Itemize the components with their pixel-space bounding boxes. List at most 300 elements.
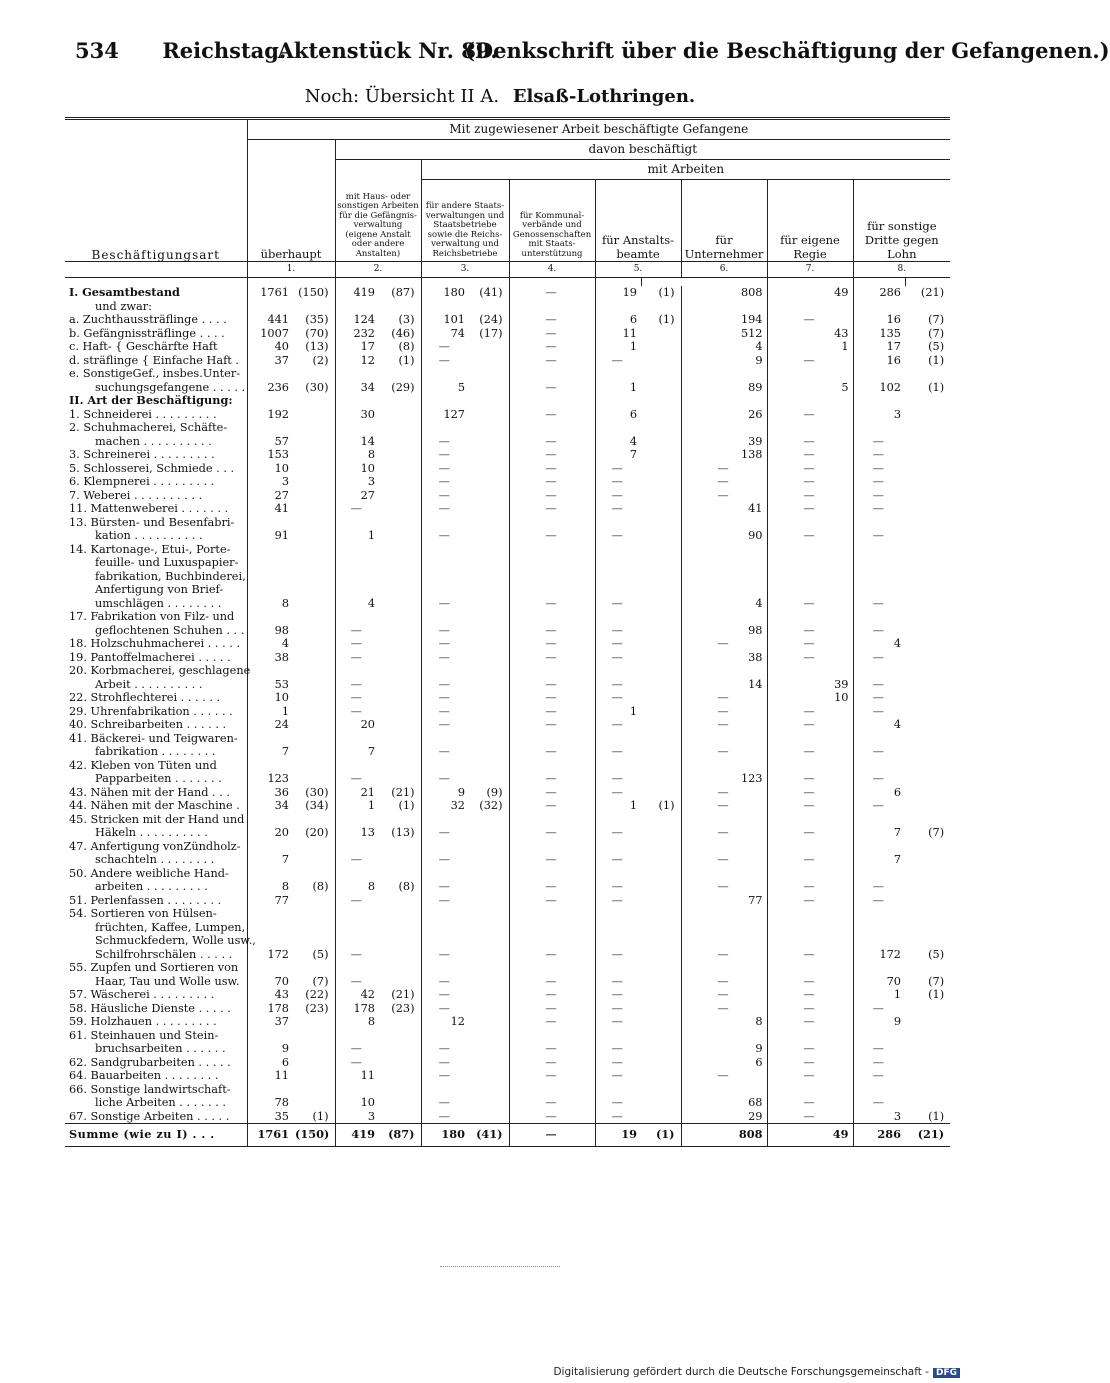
table-row: [65, 867, 950, 881]
cell-value: [335, 907, 379, 921]
page-subtitle: [0, 86, 1000, 107]
cell-parenthetical: [379, 691, 421, 705]
column-number-row: [65, 262, 950, 278]
cell-value: —: [595, 462, 641, 476]
cell-parenthetical: [469, 624, 509, 638]
cell-value: 20: [335, 718, 379, 732]
cell-parenthetical: [469, 421, 509, 435]
cell-value: 90: [681, 529, 767, 543]
cell-value: [421, 759, 469, 773]
cell-parenthetical: [641, 759, 681, 773]
cell-value: —: [509, 1002, 595, 1016]
cell-value: —: [335, 637, 379, 651]
cell-value: —: [509, 340, 595, 354]
cell-parenthetical: [905, 840, 950, 854]
cell-value: [681, 610, 767, 624]
cell-parenthetical: [379, 394, 421, 408]
row-label: 66. Sonstige landwirtschaft-: [69, 1082, 231, 1096]
cell-value: —: [681, 489, 767, 503]
cell-value: [247, 543, 293, 557]
cell-parenthetical: [469, 354, 509, 368]
cell-parenthetical: [293, 651, 335, 665]
cell-value: [767, 543, 853, 557]
cell-value: [509, 907, 595, 921]
cell-value: —: [335, 502, 379, 516]
cell-value: —: [421, 651, 469, 665]
cell-value: 6: [595, 313, 641, 327]
cell-value: [595, 961, 641, 975]
cell-value: 192: [247, 408, 293, 422]
cell-parenthetical: [379, 718, 421, 732]
cell-value: [509, 813, 595, 827]
cell-parenthetical: [469, 894, 509, 908]
cell-parenthetical: (20): [305, 826, 329, 839]
cell-value: [335, 556, 379, 570]
cell-value: [595, 867, 641, 881]
cell-value: 8: [335, 448, 379, 462]
cell-value: [335, 840, 379, 854]
cell-parenthetical: [379, 367, 421, 381]
table-row: [65, 934, 950, 948]
table-row: [65, 367, 950, 381]
cell-value: [767, 570, 853, 584]
cell-value: —: [421, 853, 469, 867]
page-number: 534: [75, 38, 119, 63]
table-row: [65, 813, 950, 827]
cell-parenthetical: [469, 705, 509, 719]
row-label: 44. Nähen mit der Maschine .: [69, 799, 240, 812]
cell-value: [853, 556, 905, 570]
cell-parenthetical: [379, 867, 421, 881]
cell-value: [421, 732, 469, 746]
cell-parenthetical: [905, 1042, 950, 1056]
cell-parenthetical: [641, 327, 681, 341]
cell-value: —: [853, 1069, 905, 1083]
cell-parenthetical: [293, 867, 335, 881]
cell-parenthetical: [379, 975, 421, 989]
cell-value: —: [853, 489, 905, 503]
cell-parenthetical: [905, 516, 950, 530]
cell-value: —: [421, 988, 469, 1002]
cell-parenthetical: (1): [312, 1109, 329, 1123]
cell-parenthetical: [641, 921, 681, 935]
cell-value: 138: [681, 448, 767, 462]
cell-parenthetical: [469, 880, 509, 894]
cell-parenthetical: [379, 1110, 421, 1124]
col-label-header: Beschäftigungsart: [65, 119, 247, 262]
cell-value: 34: [335, 381, 379, 395]
cell-value: [767, 1029, 853, 1043]
cell-value: [421, 961, 469, 975]
cell-value: [335, 543, 379, 557]
cell-value: [509, 516, 595, 530]
cell-value: [247, 867, 293, 881]
cell-value: —: [767, 745, 853, 759]
cell-parenthetical: [905, 1056, 950, 1070]
cell-parenthetical: (5): [312, 947, 329, 961]
cell-value: —: [681, 475, 767, 489]
row-label: 17. Fabrikation von Filz- und: [69, 610, 235, 623]
cell-value: 178: [247, 1002, 293, 1016]
cell-value: —: [421, 880, 469, 894]
cell-value: —: [767, 1002, 853, 1016]
cell-parenthetical: (150): [293, 1124, 335, 1147]
cell-parenthetical: [469, 529, 509, 543]
cell-parenthetical: [905, 1015, 950, 1029]
table-row: [65, 435, 950, 449]
header-title: (Denkschrift über die Beschäftigung der Gefangenen.): [464, 38, 1110, 63]
cell-parenthetical: [641, 1083, 681, 1097]
header-c6: für Unternehmer: [681, 180, 767, 262]
cell-parenthetical: [905, 475, 950, 489]
cell-value: [247, 300, 293, 314]
cell-value: [335, 732, 379, 746]
header-c3: für andere Staats- verwaltungen und Staatsbetriebe sowie die Reichs- verwaltung und Reichsbetriebe: [421, 180, 509, 262]
cell-value: —: [767, 597, 853, 611]
cell-value: 124: [335, 313, 379, 327]
cell-parenthetical: [293, 732, 335, 746]
cell-value: —: [421, 489, 469, 503]
cell-value: [595, 664, 641, 678]
row-label: b. Gefängnissträflinge . . . .: [69, 326, 225, 340]
row-label: 6. Klempnerei . . . . . . . . .: [69, 475, 215, 488]
cell-value: —: [509, 894, 595, 908]
table-row: [65, 894, 950, 908]
cell-value: —: [421, 529, 469, 543]
cell-parenthetical: [905, 867, 950, 881]
cell-value: [595, 610, 641, 624]
cell-value: —: [335, 772, 379, 786]
cell-value: —: [509, 651, 595, 665]
cell-value: 19: [595, 286, 641, 300]
row-label: arbeiten . . . . . . . . .: [95, 880, 208, 893]
cell-value: [509, 367, 595, 381]
cell-value: —: [767, 448, 853, 462]
cell-parenthetical: (17): [479, 326, 503, 340]
cell-parenthetical: [641, 421, 681, 435]
cell-value: [681, 516, 767, 530]
cell-parenthetical: [469, 516, 509, 530]
cell-value: [421, 570, 469, 584]
cell-value: —: [509, 529, 595, 543]
cell-value: [509, 421, 595, 435]
cell-value: 3: [853, 408, 905, 422]
cell-value: [247, 840, 293, 854]
cell-value: 38: [247, 651, 293, 665]
cell-value: [595, 1083, 641, 1097]
cell-value: 4: [681, 597, 767, 611]
cell-parenthetical: [641, 1002, 681, 1016]
cell-value: —: [509, 691, 595, 705]
cell-parenthetical: [379, 583, 421, 597]
cell-parenthetical: (22): [305, 988, 329, 1001]
cell-value: 68: [681, 1096, 767, 1110]
cell-parenthetical: [293, 1096, 335, 1110]
cell-value: 194: [681, 313, 767, 327]
table-row: [65, 1056, 950, 1070]
cell-parenthetical: (3): [398, 313, 415, 326]
cell-value: [767, 516, 853, 530]
cell-parenthetical: [905, 745, 950, 759]
cell-value: [681, 300, 767, 314]
cell-value: [681, 921, 767, 935]
cell-value: 10: [247, 691, 293, 705]
cell-value: [681, 907, 767, 921]
table-row: [65, 637, 950, 651]
cell-value: [767, 759, 853, 773]
spacer-row: [65, 278, 950, 287]
cell-value: —: [853, 1042, 905, 1056]
cell-value: —: [853, 799, 905, 813]
cell-parenthetical: [293, 529, 335, 543]
cell-parenthetical: (23): [391, 1001, 415, 1015]
row-label: 1. Schneiderei . . . . . . . . .: [69, 407, 217, 421]
cell-value: 14: [335, 435, 379, 449]
cell-value: 29: [681, 1110, 767, 1124]
cell-value: [681, 1029, 767, 1043]
cell-value: —: [595, 1015, 641, 1029]
cell-value: —: [853, 624, 905, 638]
cell-value: —: [595, 894, 641, 908]
cell-parenthetical: [379, 1015, 421, 1029]
row-label: e. SonstigeGef., insbes.Unter-: [69, 367, 241, 380]
table-row: [65, 691, 950, 705]
row-label: 54. Sortieren von Hülsen-: [69, 907, 217, 920]
cell-value: [335, 421, 379, 435]
cell-parenthetical: [379, 448, 421, 462]
cell-value: —: [853, 745, 905, 759]
cell-value: —: [853, 691, 905, 705]
cell-value: —: [767, 718, 853, 732]
cell-value: —: [767, 1069, 853, 1083]
sum-row: [65, 1124, 950, 1147]
cell-value: —: [595, 1056, 641, 1070]
cell-value: —: [853, 462, 905, 476]
cell-value: —: [335, 624, 379, 638]
table-row: [65, 1083, 950, 1097]
cell-value: —: [853, 894, 905, 908]
cell-value: [681, 732, 767, 746]
cell-value: —: [421, 502, 469, 516]
cell-parenthetical: [293, 772, 335, 786]
cell-value: [853, 570, 905, 584]
row-label: früchten, Kaffee, Lumpen,: [95, 920, 246, 934]
cell-parenthetical: [905, 637, 950, 651]
cell-value: [335, 1083, 379, 1097]
table-row: [65, 759, 950, 773]
cell-value: [595, 934, 641, 948]
cell-value: [421, 394, 469, 408]
cell-value: 43: [247, 988, 293, 1002]
cell-parenthetical: [293, 664, 335, 678]
cell-value: —: [509, 786, 595, 800]
row-label: 20. Korbmacherei, geschlagene: [69, 664, 251, 677]
cell-parenthetical: [293, 840, 335, 854]
cell-parenthetical: [379, 435, 421, 449]
cell-parenthetical: [379, 853, 421, 867]
row-label: 45. Stricken mit der Hand und: [69, 812, 245, 826]
cell-value: 37: [247, 1015, 293, 1029]
cell-value: 98: [247, 624, 293, 638]
cell-value: [681, 367, 767, 381]
cell-parenthetical: [293, 462, 335, 476]
cell-value: 70: [247, 975, 293, 989]
cell-value: 3: [247, 475, 293, 489]
cell-parenthetical: [469, 1056, 509, 1070]
table-row: [65, 570, 950, 584]
cell-parenthetical: [641, 786, 681, 800]
cell-value: —: [595, 502, 641, 516]
cell-value: 153: [247, 448, 293, 462]
cell-value: 8: [247, 597, 293, 611]
cell-value: [421, 1029, 469, 1043]
cell-value: [421, 1083, 469, 1097]
cell-parenthetical: [641, 678, 681, 692]
cell-value: 9: [681, 1042, 767, 1056]
cell-parenthetical: [379, 300, 421, 314]
cell-value: [853, 664, 905, 678]
cell-parenthetical: [293, 489, 335, 503]
cell-parenthetical: (1): [658, 286, 675, 299]
cell-parenthetical: (21): [391, 988, 415, 1001]
cell-value: [335, 664, 379, 678]
cell-parenthetical: [641, 988, 681, 1002]
row-label: 64. Bauarbeiten . . . . . . . .: [69, 1069, 219, 1082]
table-row: [65, 543, 950, 557]
cell-value: [421, 583, 469, 597]
row-label: feuille- und Luxuspapier-: [95, 556, 239, 569]
cell-parenthetical: (41): [479, 286, 503, 299]
cell-value: [595, 394, 641, 408]
cell-value: 1: [767, 340, 853, 354]
cell-value: —: [681, 745, 767, 759]
cell-value: —: [853, 1096, 905, 1110]
cell-value: —: [681, 880, 767, 894]
cell-value: —: [767, 529, 853, 543]
cell-parenthetical: [469, 502, 509, 516]
cell-parenthetical: [641, 1096, 681, 1110]
cell-parenthetical: (5): [928, 340, 945, 353]
column-number: 5.: [595, 262, 681, 278]
cell-parenthetical: [905, 421, 950, 435]
cell-value: [595, 300, 641, 314]
cell-value: [767, 732, 853, 746]
cell-value: [767, 907, 853, 921]
cell-value: 5: [767, 381, 853, 395]
row-label: 47. Anfertigung vonZündholz-: [69, 839, 241, 853]
cell-value: [247, 1029, 293, 1043]
cell-parenthetical: [379, 840, 421, 854]
cell-parenthetical: [379, 961, 421, 975]
row-label: 13. Bürsten- und Besenfabri-: [69, 515, 235, 529]
table-row: [65, 462, 950, 476]
cell-parenthetical: [641, 502, 681, 516]
cell-value: [247, 570, 293, 584]
cell-value: [335, 813, 379, 827]
cell-parenthetical: [293, 367, 335, 381]
cell-value: —: [509, 502, 595, 516]
header-c2: mit Haus- oder sonstigen Arbeiten für die Gefängnis- verwaltung (eigene Anstalt oder andere Anstalten): [335, 160, 421, 262]
cell-value: —: [421, 475, 469, 489]
cell-parenthetical: [641, 1110, 681, 1124]
cell-value: 12: [335, 354, 379, 368]
header-davon: davon beschäftigt: [335, 140, 950, 160]
cell-parenthetical: [905, 300, 950, 314]
column-number: 3.: [421, 262, 509, 278]
cell-value: 78: [247, 1096, 293, 1110]
cell-value: —: [767, 826, 853, 840]
cell-value: —: [681, 691, 767, 705]
table-row: [65, 502, 950, 516]
cell-value: —: [681, 853, 767, 867]
cell-parenthetical: [293, 1029, 335, 1043]
cell-value: —: [767, 624, 853, 638]
cell-parenthetical: [905, 880, 950, 894]
cell-value: 1: [335, 799, 379, 813]
cell-parenthetical: [379, 408, 421, 422]
cell-parenthetical: [293, 705, 335, 719]
cell-parenthetical: [905, 853, 950, 867]
cell-parenthetical: [905, 786, 950, 800]
row-label: Haar, Tau und Wolle usw.: [95, 974, 240, 988]
cell-value: 4: [595, 435, 641, 449]
cell-value: [595, 759, 641, 773]
cell-value: —: [595, 624, 641, 638]
cell-value: 7: [247, 853, 293, 867]
cell-parenthetical: [905, 624, 950, 638]
column-number: 4.: [509, 262, 595, 278]
cell-parenthetical: (1): [928, 988, 945, 1001]
cell-parenthetical: [469, 543, 509, 557]
cell-value: [247, 813, 293, 827]
cell-parenthetical: [469, 664, 509, 678]
cell-parenthetical: (13): [391, 826, 415, 839]
header-left: Reichstag.: [162, 38, 287, 63]
cell-value: [681, 867, 767, 881]
table-row: [65, 988, 950, 1002]
cell-parenthetical: [379, 759, 421, 773]
cell-parenthetical: [293, 853, 335, 867]
cell-value: —: [335, 894, 379, 908]
cell-value: —: [421, 691, 469, 705]
cell-value: —: [421, 948, 469, 962]
cell-value: —: [767, 853, 853, 867]
cell-value: —: [421, 1069, 469, 1083]
cell-value: 7: [595, 448, 641, 462]
cell-value: 6: [595, 408, 641, 422]
table-row: [65, 1110, 950, 1124]
cell-parenthetical: [641, 948, 681, 962]
cell-parenthetical: [293, 624, 335, 638]
row-label: 57. Wäscherei . . . . . . . . .: [69, 988, 215, 1001]
cell-value: —: [767, 799, 853, 813]
table-row: [65, 745, 950, 759]
row-label: 19. Pantoffelmacherei . . . . .: [69, 650, 231, 664]
cell-parenthetical: [641, 462, 681, 476]
cell-value: [509, 921, 595, 935]
table-row: [65, 381, 950, 395]
row-label: 43. Nähen mit der Hand . . .: [69, 785, 231, 799]
cell-value: 232: [335, 327, 379, 341]
cell-value: —: [767, 1110, 853, 1124]
cell-value: —: [421, 448, 469, 462]
cell-value: —: [509, 408, 595, 422]
cell-parenthetical: [641, 408, 681, 422]
cell-value: 39: [767, 678, 853, 692]
cell-value: —: [853, 1056, 905, 1070]
cell-parenthetical: [641, 705, 681, 719]
cell-parenthetical: [293, 1083, 335, 1097]
